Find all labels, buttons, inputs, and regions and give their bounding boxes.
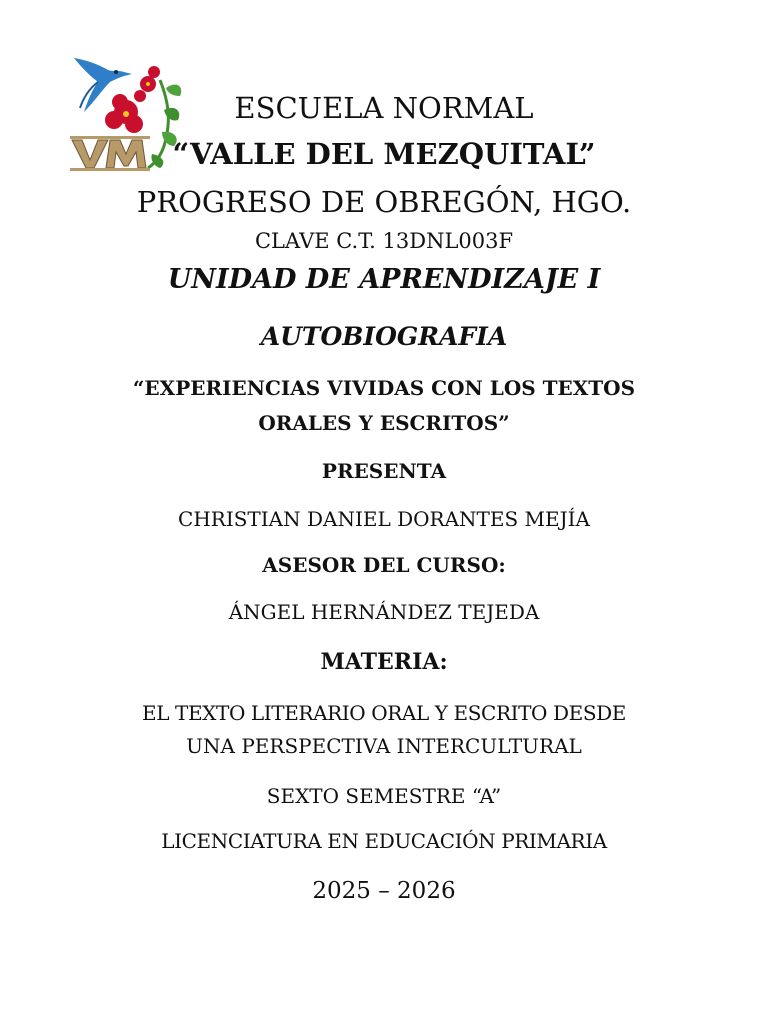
subject-line-1: EL TEXTO LITERARIO ORAL Y ESCRITO DESDE (142, 701, 626, 725)
subject-label: MATERIA: (320, 649, 448, 675)
subject-line-2: UNA PERSPECTIVA INTERCULTURAL (186, 734, 582, 758)
presenter-label: PRESENTA (321, 459, 447, 483)
school-type: ESCUELA NORMAL (234, 91, 534, 125)
school-code: CLAVE C.T. 13DNL003F (254, 229, 514, 253)
degree: LICENCIATURA EN EDUCACIÓN PRIMARIA (161, 829, 607, 853)
advisor-label: ASESOR DEL CURSO: (262, 553, 506, 577)
unit-title: UNIDAD DE APRENDIZAJE I (167, 264, 601, 295)
genre-title: AUTOBIOGRAFIA (260, 322, 508, 351)
advisor-name: ÁNGEL HERNÁNDEZ TEJEDA (228, 600, 540, 624)
school-location: PROGRESO DE OBREGÓN, HGO. (136, 185, 632, 219)
school-name: “VALLE DEL MEZQUITAL” (172, 137, 596, 171)
semester: SEXTO SEMESTRE “A” (266, 784, 502, 808)
school-year: 2025 – 2026 (312, 878, 456, 904)
work-title-line-2: ORALES Y ESCRITOS” (258, 411, 510, 435)
work-title-line-1: “EXPERIENCIAS VIVIDAS CON LOS TEXTOS (132, 376, 636, 400)
presenter-name: CHRISTIAN DANIEL DORANTES MEJÍA (178, 507, 590, 531)
